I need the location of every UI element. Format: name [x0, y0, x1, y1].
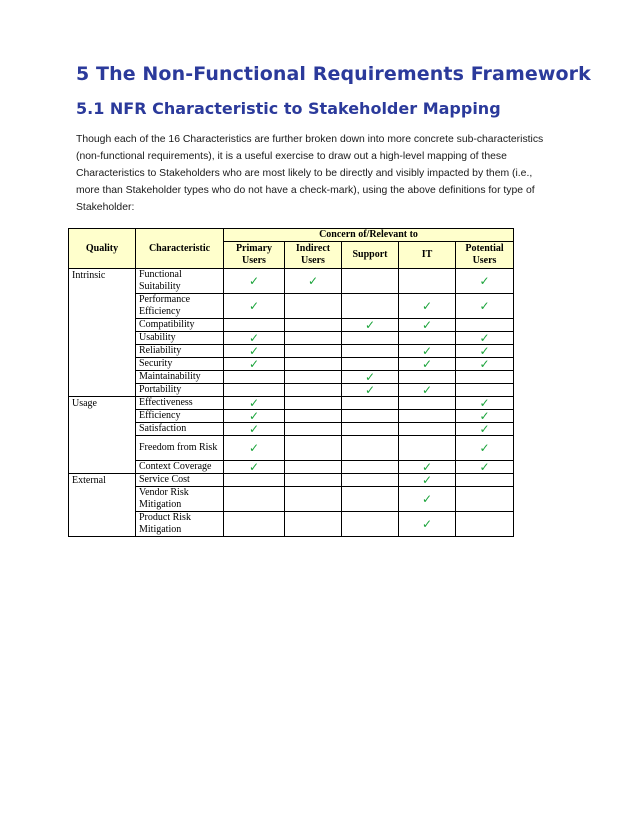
checkmark-icon: ✓ [342, 319, 399, 332]
checkmark-icon: ✓ [399, 474, 456, 487]
empty-cell [342, 397, 399, 410]
checkmark-icon: ✓ [399, 487, 456, 512]
checkmark-icon: ✓ [285, 269, 342, 294]
characteristic-cell: Security [136, 358, 224, 371]
quality-cell: Intrinsic [69, 269, 136, 397]
empty-cell [342, 345, 399, 358]
checkmark-icon: ✓ [342, 384, 399, 397]
characteristic-cell: Functional Suitability [136, 269, 224, 294]
subsection-heading: 5.1 NFR Characteristic to Stakeholder Mapping [76, 99, 501, 118]
quality-cell: External [69, 474, 136, 537]
checkmark-icon: ✓ [224, 410, 285, 423]
empty-cell [342, 436, 399, 461]
characteristic-cell: Effectiveness [136, 397, 224, 410]
empty-cell [399, 371, 456, 384]
empty-cell [224, 371, 285, 384]
empty-cell [399, 269, 456, 294]
empty-cell [342, 358, 399, 371]
table-row [69, 461, 514, 474]
checkmark-icon: ✓ [399, 512, 456, 537]
characteristic-cell: Performance Efficiency [136, 294, 224, 319]
characteristic-cell: Efficiency [136, 410, 224, 423]
checkmark-icon: ✓ [224, 397, 285, 410]
checkmark-icon: ✓ [399, 319, 456, 332]
empty-cell [342, 410, 399, 423]
checkmark-icon: ✓ [456, 358, 514, 371]
characteristic-cell: Compatibility [136, 319, 224, 332]
empty-cell [285, 512, 342, 537]
checkmark-icon: ✓ [456, 294, 514, 319]
checkmark-icon: ✓ [456, 332, 514, 345]
checkmark-icon: ✓ [224, 345, 285, 358]
checkmark-icon: ✓ [456, 397, 514, 410]
header-stakeholder: Potential Users [456, 242, 514, 269]
section-heading: 5 The Non-Functional Requirements Framework [76, 63, 591, 85]
checkmark-icon: ✓ [456, 345, 514, 358]
checkmark-icon: ✓ [456, 436, 514, 461]
empty-cell [456, 319, 514, 332]
empty-cell [285, 397, 342, 410]
characteristic-cell: Usability [136, 332, 224, 345]
header-stakeholder: Indirect Users [285, 242, 342, 269]
empty-cell [285, 358, 342, 371]
empty-cell [342, 294, 399, 319]
checkmark-icon: ✓ [342, 371, 399, 384]
table-row [69, 269, 514, 294]
empty-cell [342, 269, 399, 294]
checkmark-icon: ✓ [456, 269, 514, 294]
header-stakeholder: Primary Users [224, 242, 285, 269]
empty-cell [399, 397, 456, 410]
empty-cell [456, 512, 514, 537]
table-row [69, 487, 514, 512]
checkmark-icon: ✓ [399, 358, 456, 371]
checkmark-icon: ✓ [456, 410, 514, 423]
empty-cell [224, 384, 285, 397]
characteristic-cell: Product Risk Mitigation [136, 512, 224, 537]
empty-cell [285, 461, 342, 474]
empty-cell [399, 332, 456, 345]
header-stakeholder: Support [342, 242, 399, 269]
empty-cell [285, 294, 342, 319]
intro-paragraph: Though each of the 16 Characteristics are further broken down into more concrete sub-characteristics (non-functional requirements), it is a useful exercise to draw out a high-level mapping of these Characteristics to Stakeholders who are most likely to be directly and visibly impacted by them (i.e., more than Stakeholder types who do not have a check-mark), using the above definitions for type of Stakeholder: [76, 134, 544, 213]
checkmark-icon: ✓ [224, 461, 285, 474]
table-body [69, 269, 514, 537]
table-row [69, 358, 514, 371]
characteristic-cell: Vendor Risk Mitigation [136, 487, 224, 512]
characteristic-cell: Reliability [136, 345, 224, 358]
table-row [69, 384, 514, 397]
empty-cell [224, 319, 285, 332]
checkmark-icon: ✓ [399, 345, 456, 358]
empty-cell [285, 436, 342, 461]
checkmark-icon: ✓ [456, 423, 514, 436]
empty-cell [456, 384, 514, 397]
empty-cell [342, 487, 399, 512]
empty-cell [456, 487, 514, 512]
checkmark-icon: ✓ [456, 461, 514, 474]
header-stakeholder: IT [399, 242, 456, 269]
empty-cell [224, 512, 285, 537]
characteristic-cell: Portability [136, 384, 224, 397]
table-row [69, 474, 514, 487]
header-concern: Concern of/Relevant to [224, 229, 514, 242]
empty-cell [456, 474, 514, 487]
table-row [69, 332, 514, 345]
checkmark-icon: ✓ [399, 294, 456, 319]
table-row [69, 371, 514, 384]
empty-cell [224, 474, 285, 487]
empty-cell [285, 332, 342, 345]
empty-cell [285, 319, 342, 332]
empty-cell [285, 474, 342, 487]
nfr-stakeholder-table [68, 228, 514, 537]
empty-cell [224, 487, 285, 512]
characteristic-cell: Freedom from Risk [136, 436, 224, 461]
table-row [69, 319, 514, 332]
quality-cell: Usage [69, 397, 136, 474]
checkmark-icon: ✓ [224, 269, 285, 294]
empty-cell [342, 332, 399, 345]
empty-cell [342, 512, 399, 537]
characteristic-cell: Context Coverage [136, 461, 224, 474]
empty-cell [285, 423, 342, 436]
checkmark-icon: ✓ [399, 384, 456, 397]
characteristic-cell: Service Cost [136, 474, 224, 487]
table-row [69, 397, 514, 410]
table-row [69, 423, 514, 436]
empty-cell [285, 345, 342, 358]
checkmark-icon: ✓ [224, 358, 285, 371]
table-row [69, 410, 514, 423]
table-row [69, 294, 514, 319]
characteristic-cell: Maintainability [136, 371, 224, 384]
checkmark-icon: ✓ [224, 436, 285, 461]
empty-cell [285, 410, 342, 423]
table-row [69, 436, 514, 461]
checkmark-icon: ✓ [224, 332, 285, 345]
empty-cell [342, 423, 399, 436]
table-row [69, 512, 514, 537]
empty-cell [285, 487, 342, 512]
empty-cell [342, 461, 399, 474]
empty-cell [399, 423, 456, 436]
empty-cell [285, 371, 342, 384]
checkmark-icon: ✓ [224, 294, 285, 319]
header-characteristic: Characteristic [136, 229, 224, 269]
empty-cell [456, 371, 514, 384]
table-row [69, 345, 514, 358]
empty-cell [285, 384, 342, 397]
header-quality: Quality [69, 229, 136, 269]
empty-cell [399, 436, 456, 461]
checkmark-icon: ✓ [224, 423, 285, 436]
checkmark-icon: ✓ [399, 461, 456, 474]
characteristic-cell: Satisfaction [136, 423, 224, 436]
empty-cell [342, 474, 399, 487]
empty-cell [399, 410, 456, 423]
